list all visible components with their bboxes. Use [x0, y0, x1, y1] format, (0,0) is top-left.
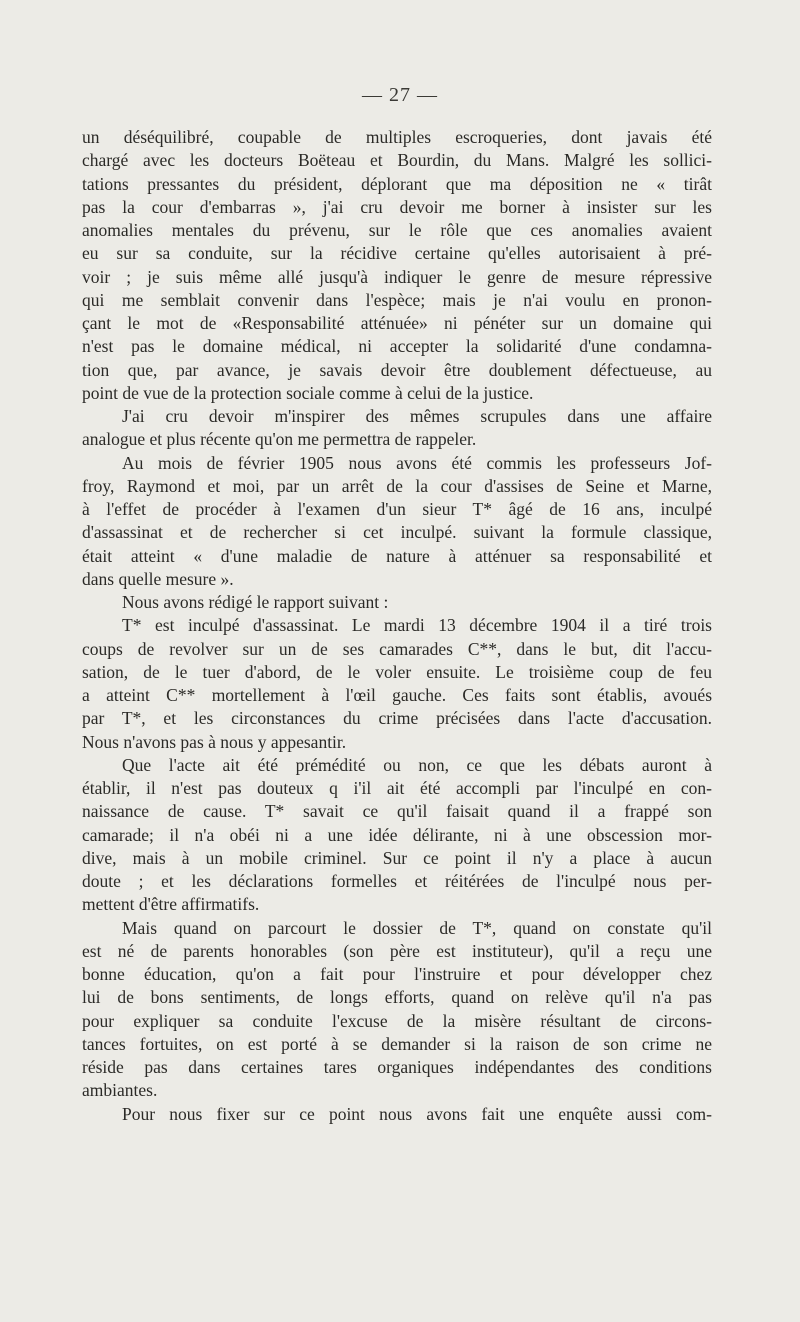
- text-line: mettent d'être affirmatifs.: [82, 894, 260, 915]
- text-line: pas la cour d'embarras », j'ai cru devoir me borner à insister sur les: [82, 196, 712, 217]
- text-line: par T*, et les circonstances du crime précisées dans l'acte d'accusation.: [82, 708, 712, 729]
- text-line: était atteint « d'une maladie de nature à atténuer sa responsabilité et: [82, 545, 712, 566]
- text-line: un déséquilibré, coupable de multiples escroqueries, dont javais été: [82, 127, 712, 147]
- text-line: voir ; je suis même allé jusqu'à indiquer le genre de mesure répressive: [82, 266, 712, 287]
- text-line: à l'effet de procéder à l'examen d'un sieur T* âgé de 16 ans, inculpé: [82, 499, 712, 519]
- text-line: ambiantes.: [82, 1080, 158, 1101]
- text-line: Pour nous fixer sur ce point nous avons fait une enquête aussi com-: [122, 1103, 712, 1124]
- text-line: anomalies mentales du prévenu, sur le rôle que ces anomalies avaient: [82, 220, 712, 240]
- text-line: J'ai cru devoir m'inspirer des mêmes scrupules dans une affaire: [122, 406, 712, 426]
- text-line: dans quelle mesure ».: [82, 568, 234, 589]
- text-line: T* est inculpé d'assassinat. Le mardi 13 décembre 1904 il a tiré trois: [122, 615, 712, 636]
- text-line: dive, mais à un mobile criminel. Sur ce point il n'y a place à aucun: [82, 847, 712, 868]
- text-line: froy, Raymond et moi, par un arrêt de la cour d'assises de Seine et Marne,: [82, 475, 712, 496]
- text-line: réside pas dans certaines tares organiques indépendantes des conditions: [82, 1057, 712, 1077]
- text-line: çant le mot de «Responsabilité atténuée» ni pénéter sur un domaine qui: [82, 313, 712, 333]
- text-line: analogue et plus récente qu'on me permettra de rappeler.: [82, 429, 477, 450]
- text-line: eu sur sa conduite, sur la récidive certaine qu'elles autorisaient à pré-: [82, 243, 712, 264]
- text-line: tations pressantes du président, déplorant que ma déposition ne « tirât: [82, 173, 712, 194]
- text-line: Nous avons rédigé le rapport suivant :: [122, 592, 389, 612]
- text-line: naissance de cause. T* savait ce qu'il faisait quand il a frappé son: [82, 801, 712, 822]
- text-line: pour expliquer sa conduite l'excuse de la misère résultant de circons-: [82, 1010, 712, 1031]
- text-line: chargé avec les docteurs Boëteau et Bourdin, du Mans. Malgré les sollici-: [82, 150, 712, 171]
- text-line: camarade; il n'a obéi ni a une idée délirante, ni à une obscession mor-: [82, 824, 712, 845]
- text-line: Mais quand on parcourt le dossier de T*, quand on constate qu'il: [122, 917, 712, 938]
- text-line: Nous n'avons pas à nous y appesantir.: [82, 731, 347, 752]
- text-line: tion que, par avance, je savais devoir être doublement défectueuse, au: [82, 359, 712, 380]
- text-line: Au mois de février 1905 nous avons été commis les professeurs Jof-: [122, 452, 712, 473]
- text-line: coups de revolver sur un de ses camarades C**, dans le but, dit l'accu-: [82, 638, 712, 659]
- text-line: sation, de le tuer d'abord, de le voler ensuite. Le troisième coup de feu: [82, 661, 712, 682]
- text-line: est né de parents honorables (son père est instituteur), qu'il a reçu une: [82, 940, 712, 961]
- text-line: Que l'acte ait été prémédité ou non, ce que les débats auront à: [122, 754, 712, 775]
- text-line: établir, il n'est pas douteux q i'il ait été accompli par l'inculpé en con-: [82, 778, 712, 798]
- body-text: [82, 126, 712, 1126]
- text-line: doute ; et les déclarations formelles et réitérées de l'inculpé nous per-: [82, 871, 712, 891]
- text-line: qui me semblait convenir dans l'espèce; mais je n'ai voulu en pronon-: [82, 289, 712, 310]
- text-line: bonne éducation, qu'on a fait pour l'instruire et pour développer chez: [82, 964, 712, 984]
- text-line: tances fortuites, on est porté à se demander si la raison de son crime ne: [82, 1033, 712, 1054]
- text-line: a atteint C** mortellement à l'œil gauche. Ces faits sont établis, avoués: [82, 685, 712, 705]
- text-line: d'assassinat et de rechercher si cet inculpé. suivant la formule classique,: [82, 522, 712, 543]
- page-number: — 27 —: [362, 84, 438, 106]
- text-line: n'est pas le domaine médical, ni accepter la solidarité d'une condamna-: [82, 336, 712, 357]
- text-line: lui de bons sentiments, de longs efforts, quand on relève qu'il n'a pas: [82, 987, 712, 1008]
- text-line: point de vue de la protection sociale comme à celui de la justice.: [82, 382, 534, 403]
